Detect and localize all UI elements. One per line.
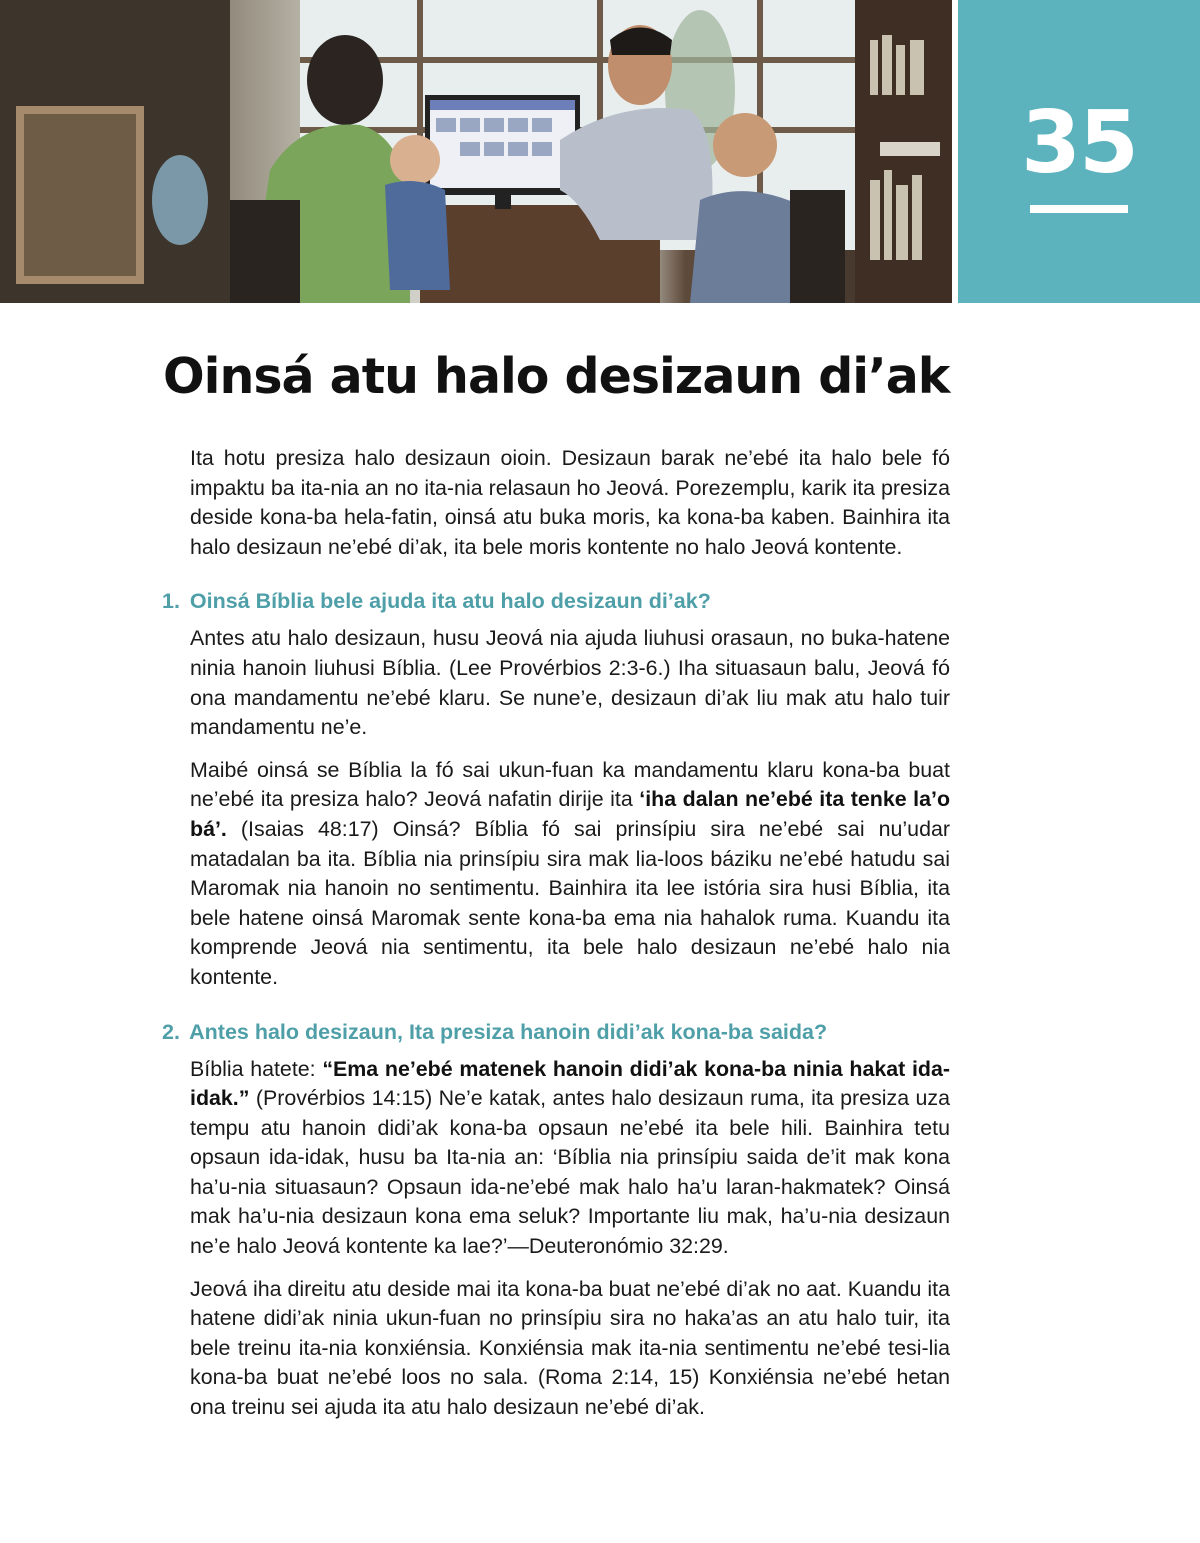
question-number: 1. (162, 589, 180, 614)
question-heading-2 (162, 1017, 922, 1047)
lesson-content (162, 444, 951, 1436)
paragraph-text: (Isaias 48:17) Oinsá? Bíblia fó sai prinsípiu sira ne’ebé sai nu’udar matadalan ba ita. Bíblia nia prinsípiu sira mak lia-loos báziku ne’ebé hatudu sai Maromak nia hanoin no sentimentu. Bainhira ita lee istória sira husi Bíblia, ita bele hatene oinsá Maromak sente kona-ba ema nia hahalok ruma. Kuandu ita komprende Jeová nia sentimentu, ita bele halo desizaun ne’ebé halo nia kontente. (190, 816, 950, 989)
family-at-computer-photo (0, 0, 952, 303)
intro-paragraph: Ita hotu presiza halo desizaun oioin. Desizaun barak ne’ebé ita halo bele fó impaktu ba ita-nia an no ita-nia relasaun ho Jeová. Porezemplu, karik ita presiza deside kona-ba hela-fatin, oinsá atu buka moris, ka kona-ba kaben. Bainhira ita halo desizaun ne’ebé di’ak, ita bele moris kontente no halo Jeová kontente. (190, 446, 950, 559)
chapter-number: 35 (1021, 93, 1137, 193)
paragraph-text: Maibé oinsá se Bíblia la fó sai ukun-fuan ka mandamentu klaru kona-ba buat ne’ebé ita presiza halo? Jeová nafatin dirije ita (190, 757, 950, 812)
question-text: Oinsá Bíblia bele ajuda ita atu halo desizaun di’ak? (189, 589, 711, 614)
paragraph: Jeová iha direitu atu deside mai ita kona-ba buat ne’ebé di’ak no aat. Kuandu ita hatene didi’ak ninia ukun-fuan no prinsípiu sira no haka’as an atu halo tuir, ita bele treinu ita-nia konxiénsia. Konxiénsia mak ita-nia sentimentu ne’ebé tesi-lia kona-ba buat ne’ebé loos no sala. (Roma 2:14, 15) Konxiénsia ne’ebé hetan ona treinu sei ajuda ita atu halo desizaun ne’ebé di’ak. (190, 1276, 950, 1420)
question-number: 2. (162, 1019, 180, 1044)
paragraph (190, 756, 950, 993)
paragraph: Antes atu halo desizaun, husu Jeová nia ajuda liuhusi orasaun, no buka-hatene ninia hanoin liuhusi Bíblia. (Lee Provérbios 2:3-6.) Iha situasaun balu, Jeová fó ona mandamentu ne’ebé klaru. Se nune’e, desizaun di’ak liu mak atu halo tuir mandamentu ne’e. (190, 626, 950, 740)
question-text: Antes halo desizaun, Ita presiza hanoin didi’ak kona-ba saida? (189, 1019, 828, 1044)
page-title: Oinsá atu halo desizaun di’ak (163, 348, 950, 405)
paragraph-text: (Provérbios 14:15) Ne’e katak, antes halo desizaun ruma, ita presiza uza tempu atu hanoin didi’ak kona-ba opsaun ne’ebé ita bele hili. Bainhira tetu opsaun ida-idak, husu ba Ita-nia an: ‘Bíblia nia prinsípiu saida de’it mak kona ha’u-nia situasaun? Opsaun ida-ne’ebé mak halo ha’u laran-hakmatek? Oinsá mak ha’u-nia desizaun kona ema seluk? Importante liu mak, ha’u-nia desizaun ne’e halo Jeová kontente ka lae?’—Deuteronómio 32:29. (190, 1086, 950, 1259)
chapter-underline (1030, 205, 1128, 213)
paragraph-text: Bíblia hatete: (190, 1056, 323, 1081)
chapter-tab (958, 0, 1200, 303)
question-heading-1 (162, 586, 922, 616)
scripture-quote: ‘iha dalan ne’ebé ita tenke la’o bá’. (190, 787, 951, 841)
header-photo (0, 0, 952, 303)
paragraph (190, 1055, 950, 1262)
scripture-quote: “Ema ne’ebé matenek hanoin didi’ak kona-ba ninia hakat ida-idak.” (190, 1056, 950, 1111)
